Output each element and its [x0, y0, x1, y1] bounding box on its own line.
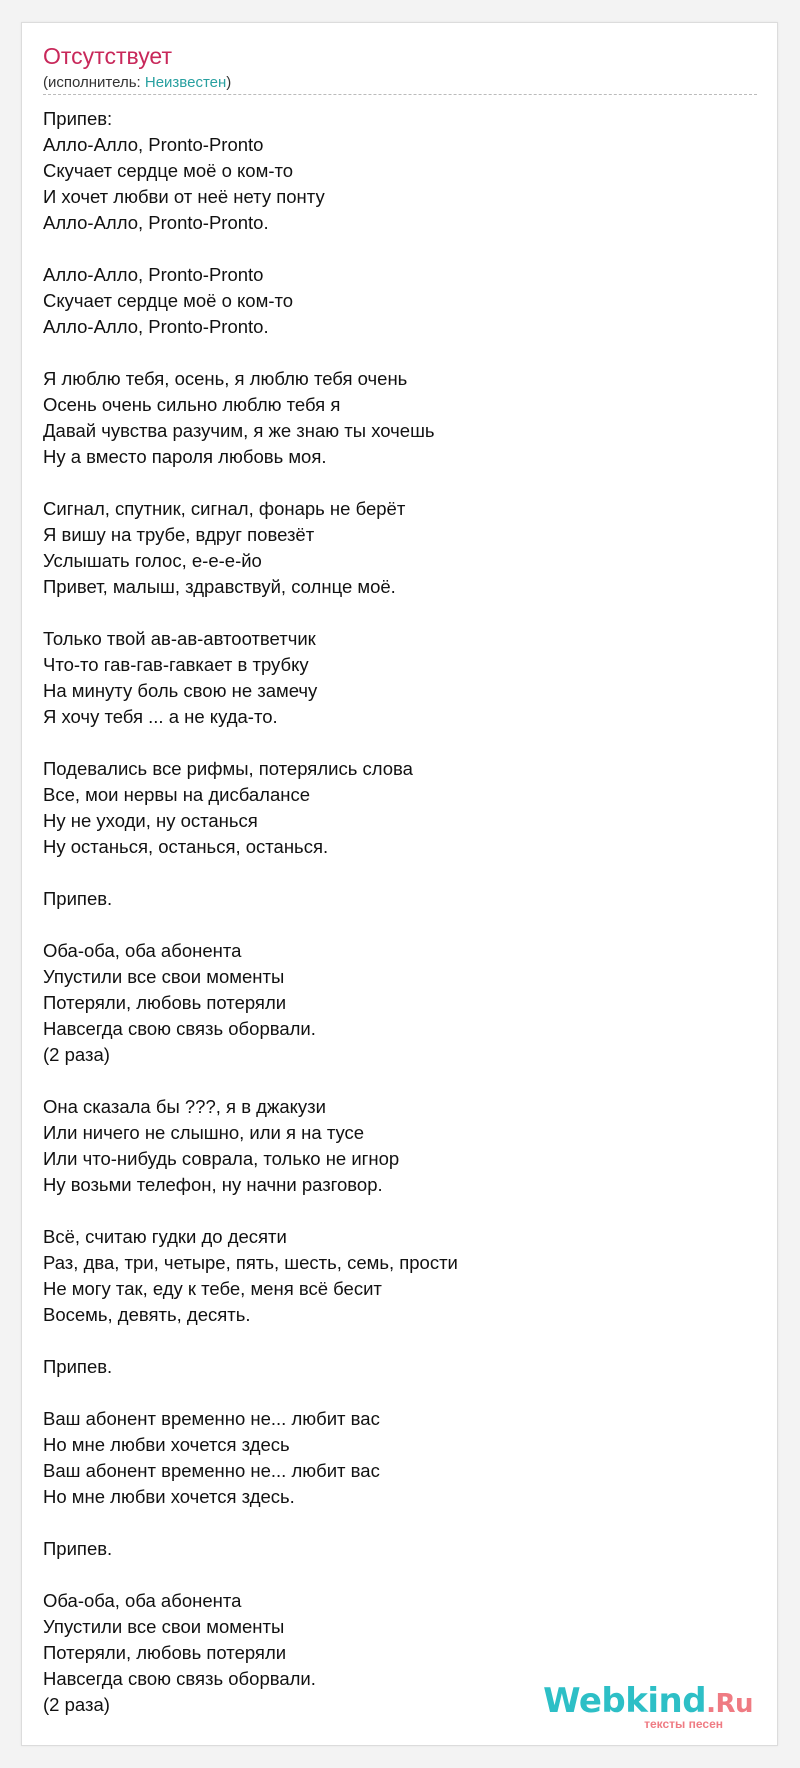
- song-title: Отсутствует: [43, 43, 172, 69]
- logo-wordmark: [543, 1681, 753, 1721]
- dashed-divider: [43, 94, 757, 95]
- site-logo[interactable]: [543, 1681, 753, 1731]
- logo-tagline: тексты песен: [644, 1717, 723, 1731]
- byline-prefix: (исполнитель:: [43, 74, 145, 91]
- lyrics-card: [21, 22, 778, 1746]
- logo-tld: .Ru: [706, 1689, 753, 1719]
- artist-link[interactable]: Неизвестен: [144, 74, 227, 91]
- logo-name: Webkind: [543, 1681, 707, 1721]
- lyrics-text: Припев: Алло-Алло, Pronto-Pronto Скучает сердце моё о ком-то И хочет любви от неё нету понту Алло-Алло, Pronto-Pronto. Алло-Алло, Pronto-Pronto Скучает сердце моё о ком-то Алло-Алло, Pronto-Pronto. Я люблю тебя, осень, я люблю тебя очень Осень очень сильно люблю тебя я Давай чувства разучим, я же знаю ты хочешь Ну а вместо пароля любовь моя. Сигнал, спутник, сигнал, фонарь не берёт Я вишу на трубе, вдруг повезёт Услышать голос, е-е-е-йо Привет, малыш, здравствуй, солнце моё. Только твой ав-ав-автоответчик Что-то гав-гав-гавкает в трубку На минуту боль свою не замечу Я хочу тебя ... а не куда-то. Подевались все рифмы, потерялись слова Все, мои нервы на дисбалансе Ну не уходи, ну останься Ну останься, останься, останься. Припев. Оба-оба, оба абонента Упустили все свои моменты Потеряли, любовь потеряли Навсегда свою связь оборвали. (2 раза) Она сказала бы ???, я в джакузи Или ничего не слышно, или я на тусе Или что-нибудь соврала, только не игнор Ну возьми телефон, ну начни разговор. Всё, считаю гудки до десяти Раз, два, три, четыре, пять, шесть, семь, прости Не могу так, еду к тебе, меня всё бесит Восемь, девять, десять. Припев. Ваш абонент временно не... любит вас Но мне любви хочется здесь Ваш абонент временно не... любит вас Но мне любви хочется здесь. Припев. Оба-оба, оба абонента Упустили все свои моменты Потеряли, любовь потеряли Навсегда свою связь оборвали. (2 раза): [43, 108, 458, 1715]
- artist-byline: [43, 74, 231, 91]
- byline-suffix: ): [226, 74, 232, 91]
